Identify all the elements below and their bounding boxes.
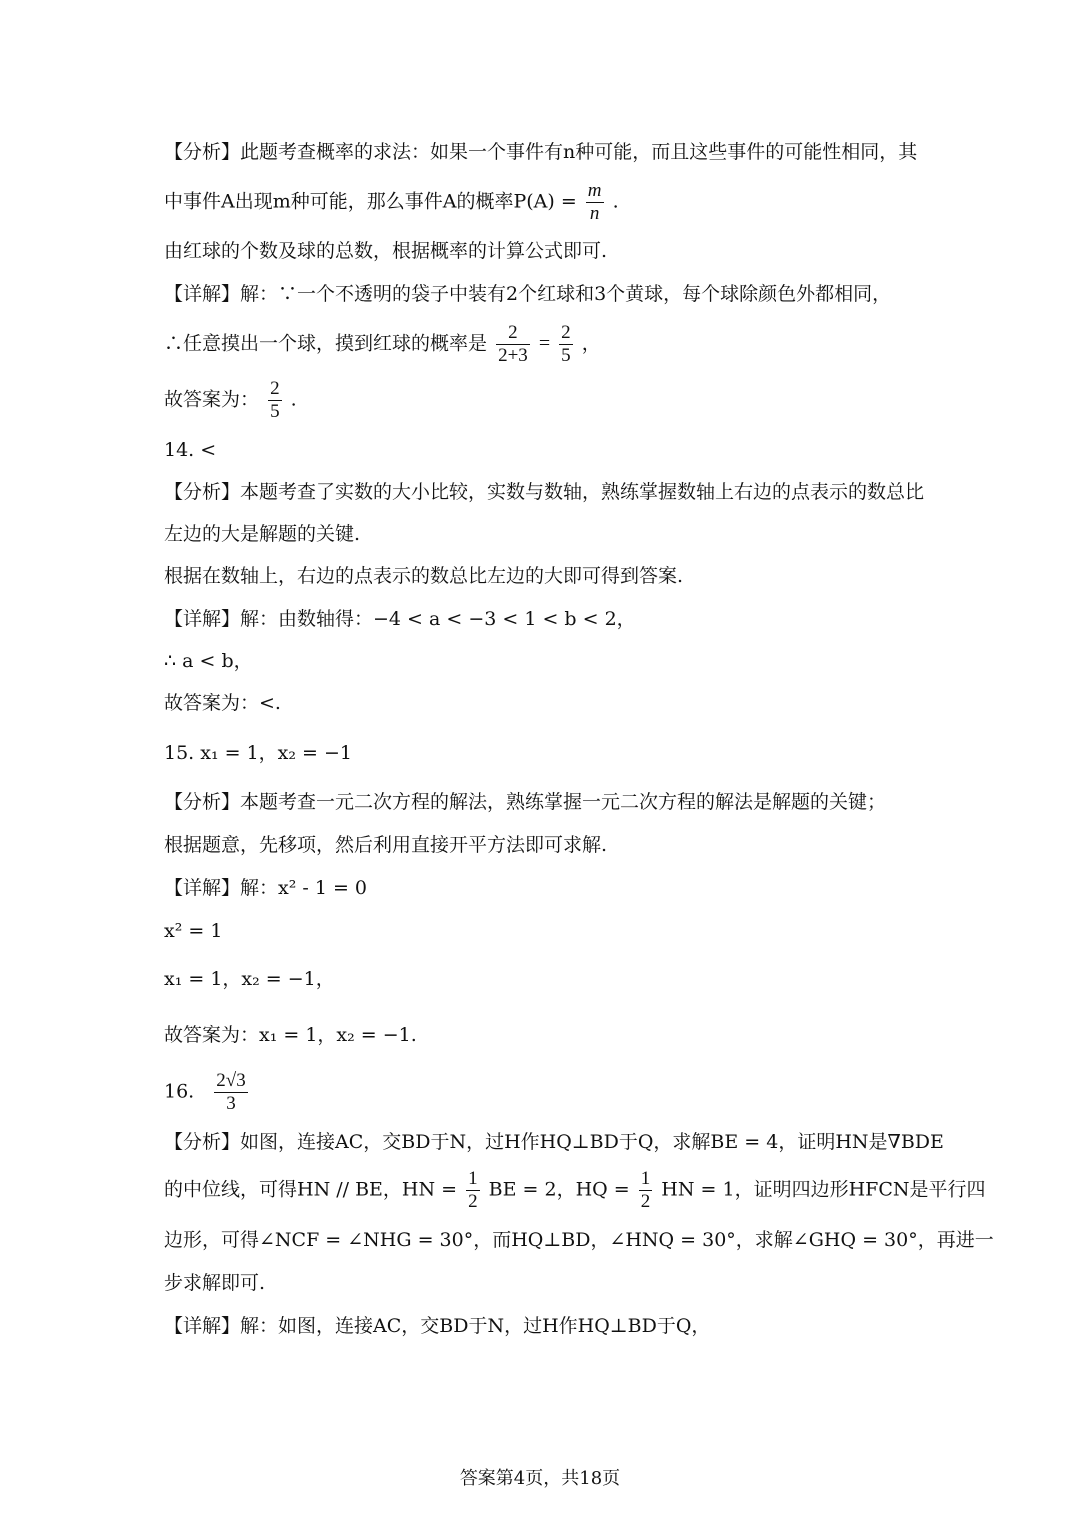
fraction-numerator: m: [587, 180, 602, 201]
analysis-16-line-2-part-c: HN = 1，证明四边形HFCN是平行四: [661, 1178, 986, 1201]
fraction-denominator: 2: [468, 1191, 478, 1212]
solution-13-line-1: 【详解】解：∵一个不透明的袋子中装有2个红球和3个黄球，每个球除颜色外都相同，: [164, 283, 892, 305]
fraction-2-over-2plus3: [496, 322, 530, 367]
solution-14-line-2: ∴ a < b，: [164, 650, 253, 672]
solution-13-line-2-text: ∴任意摸出一个球，摸到红球的概率是: [164, 332, 488, 355]
question-14-answer: 14. <: [164, 439, 217, 461]
fraction-numerator: 2√3: [216, 1070, 246, 1091]
analysis-14-line-2: 左边的大是解题的关键.: [164, 523, 361, 545]
analysis-13-line-2-text: 中事件A出现m种可能，那么事件A的概率P(A) =: [164, 190, 577, 213]
solution-15-line-3: x₁ = 1，x₂ = −1，: [164, 968, 335, 990]
fraction-denominator: 2: [640, 1191, 651, 1212]
fraction-denominator: 5: [270, 401, 280, 422]
probability-fraction: [586, 180, 604, 225]
fraction-numerator: 1: [468, 1168, 478, 1189]
punctuation: .: [612, 190, 619, 213]
punctuation: ，: [581, 332, 601, 355]
fraction-numerator: 2: [270, 378, 280, 399]
punctuation: .: [290, 388, 297, 411]
analysis-15-line-2: 根据题意，先移项，然后利用直接开平方法即可求解.: [164, 834, 608, 856]
analysis-15-line-1: 【分析】本题考查一元二次方程的解法，熟练掌握一元二次方程的解法是解题的关键；: [164, 791, 887, 813]
question-15-answer: 15. x₁ = 1，x₂ = −1: [164, 742, 353, 764]
solution-13-line-2: [164, 322, 930, 367]
analysis-16-line-2-part-b: BE = 2，HQ =: [488, 1178, 630, 1201]
fraction-denominator: n: [586, 202, 604, 225]
solution-15-line-2: x² = 1: [164, 920, 223, 942]
question-16-number: 16.: [164, 1080, 195, 1103]
answer-15-line: 故答案为：x₁ = 1，x₂ = −1.: [164, 1024, 417, 1046]
fraction-numerator: 2: [561, 322, 571, 343]
analysis-14-line-1: 【分析】本题考查了实数的大小比较，实数与数轴，熟练掌握数轴上右边的点表示的数总比: [164, 481, 925, 503]
analysis-13-line-2: [164, 180, 930, 225]
analysis-13-line-1: 【分析】此题考查概率的求法：如果一个事件有n种可能，而且这些事件的可能性相同，其: [164, 141, 918, 163]
answer-13-label: 故答案为：: [164, 388, 260, 411]
analysis-14-line-3: 根据在数轴上，右边的点表示的数总比左边的大即可得到答案.: [164, 565, 684, 587]
fraction-2-over-5: [559, 322, 573, 367]
fraction-one-half: [639, 1168, 653, 1213]
page-footer: 答案第4页，共18页: [459, 1468, 621, 1489]
analysis-16-line-1: 【分析】如图，连接AC，交BD于N，过H作HQ⊥BD于Q，求解BE = 4，证明HN是∇BDE: [164, 1131, 944, 1153]
solution-16-line-1: 【详解】解：如图，连接AC，交BD于N，过H作HQ⊥BD于Q，: [164, 1315, 711, 1337]
solution-14-line-1: 【详解】解：由数轴得：−4 < a < −3 < 1 < b < 2，: [164, 608, 636, 630]
fraction-denominator: 5: [561, 345, 571, 366]
answer-fraction-2-over-5: [268, 378, 282, 423]
analysis-16-line-4: 步求解即可.: [164, 1272, 266, 1294]
fraction-2root3-over-3: [214, 1070, 247, 1115]
analysis-13-line-3: 由红球的个数及球的总数，根据概率的计算公式即可.: [164, 240, 608, 262]
fraction-denominator: 3: [214, 1092, 247, 1115]
analysis-16-line-2-part-a: 的中位线，可得HN // BE，HN =: [164, 1178, 458, 1201]
analysis-16-line-2: [164, 1168, 986, 1213]
equals-sign: =: [538, 332, 551, 355]
fraction-one-half: [466, 1168, 480, 1213]
analysis-16-line-3: 边形，可得∠NCF = ∠NHG = 30°，而HQ⊥BD，∠HNQ = 30°，求解∠GHQ = 30°，再进一: [164, 1229, 994, 1251]
fraction-numerator: 1: [640, 1168, 651, 1189]
solution-15-line-1: 【详解】解：x² - 1 = 0: [164, 877, 368, 899]
fraction-denominator: 2+3: [498, 345, 528, 366]
question-16-answer: [164, 1070, 930, 1115]
answer-13-line: [164, 378, 930, 423]
fraction-numerator: 2: [508, 322, 518, 343]
answer-14-line: 故答案为：<.: [164, 692, 281, 714]
